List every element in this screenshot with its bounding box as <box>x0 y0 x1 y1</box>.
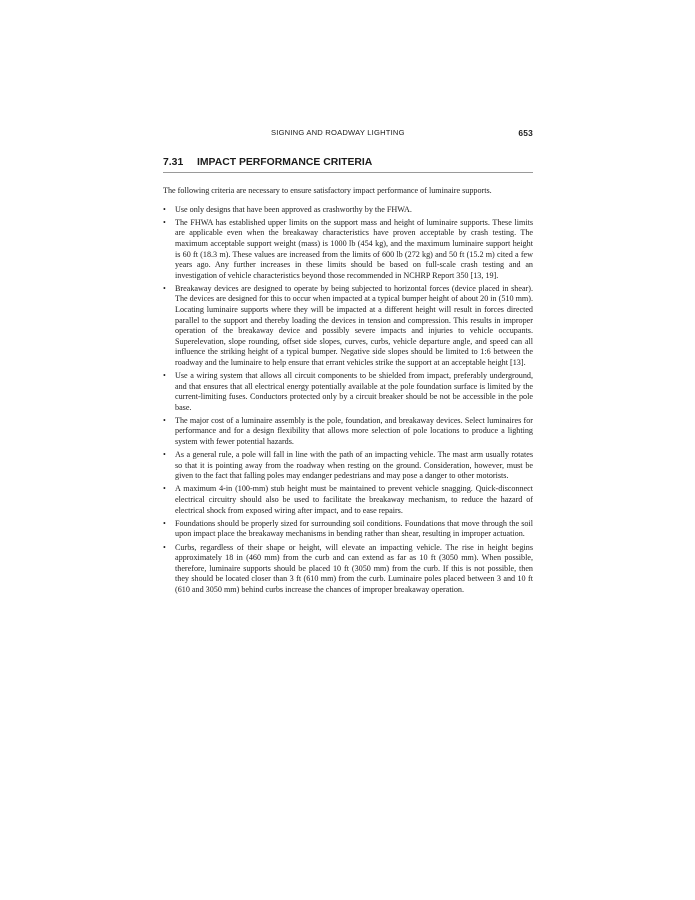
list-item <box>163 543 533 596</box>
bullet-icon: • <box>163 283 166 293</box>
bullet-icon: • <box>163 370 166 380</box>
bullet-icon: • <box>163 518 166 528</box>
page-number: 653 <box>518 128 533 138</box>
list-item-text: Use only designs that have been approved as crashworthy by the FHWA. <box>175 204 412 214</box>
bullet-icon: • <box>163 415 166 425</box>
list-item-text: As a general rule, a pole will fall in line with the path of an impacting vehicle. The mast arm usually rotates so that it is pointing away from the roadway when resting on the ground. Consideration, however, must be given to the fact that falling poles may endanger pedestrians and may pose a danger to other motorists. <box>175 450 533 481</box>
bullet-icon: • <box>163 484 166 494</box>
list-item-text: Breakaway devices are designed to operate by being subjected to horizontal forces (device placed in shear). The devices are designed for this to occur when impacted at a typical bumper height of about 20 in (510 mm). Locating luminaire supports where they will be impacted at a different height will result in forces directed parallel to the support and thereby loading the devices in tension and compression. This results in improper operation of the breakaway device and possibly severe impacts and injuries to vehicle occupants. Superelevation, slope rounding, offset side slopes, curves, curbs, vehicle departure angle, and speed can all influence the striking height of a typical bumper. Negative side slopes should be limited to 1:6 between the roadway and the luminaire to help ensure that errant vehicles strike the support at an acceptable height [13]. <box>175 283 533 367</box>
list-item-text: A maximum 4-in (100-mm) stub height must be maintained to prevent vehicle snagging. Quick-disconnect electrical circuitry should also be used to facilitate the breakaway mechanism, to reduce the hazard of electrical shock from exposed wiring after impact, and to ease repairs. <box>175 484 533 515</box>
section-title: IMPACT PERFORMANCE CRITERIA <box>197 157 373 168</box>
section-number: 7.31 <box>163 157 184 168</box>
list-item <box>163 450 533 482</box>
list-item-text: Use a wiring system that allows all circuit components to be shielded from impact, preferably underground, and that ensures that all electrical energy potentially available at the pole foundation surface is limited by the current-limiting fuses. Conductors protected only by a circuit breaker should be not be accessible in the pole base. <box>175 370 533 412</box>
bullet-icon: • <box>163 450 166 460</box>
intro-paragraph: The following criteria are necessary to ensure satisfactory impact performance of luminaire supports. <box>163 186 492 195</box>
list-item <box>163 416 533 448</box>
list-item <box>163 218 533 281</box>
list-item <box>163 519 533 540</box>
list-item-text: Curbs, regardless of their shape or height, will elevate an impacting vehicle. The rise in height begins approximately 18 in (460 mm) from the curb and can extend as far as 10 ft (3050 mm). When possible, therefore, luminaire supports should be placed 10 ft (3050 mm) from the curb. If this is not possible, then they should be located closer than 3 ft (610 mm) from the curb. Luminaire poles placed between 3 and 10 ft (610 and 3050 mm) behind curbs increase the chances of improper breakaway operation. <box>175 542 533 594</box>
section-heading <box>163 157 533 173</box>
list-item-text: The major cost of a luminaire assembly is the pole, foundation, and breakaway devices. Select luminaires for performance and for a design flexibility that allows more selection of pole locations to produce a lighting system with fewer potential hazards. <box>175 415 533 446</box>
bullet-icon: • <box>163 204 166 214</box>
bullet-icon: • <box>163 542 166 552</box>
list-item-text: Foundations should be properly sized for surrounding soil conditions. Foundations that move through the soil upon impact place the breakaway mechanisms in bending rather than shear, resulting in improper actuation. <box>175 518 533 539</box>
bullet-icon: • <box>163 217 166 227</box>
list-item <box>163 205 533 216</box>
document-page <box>163 128 533 598</box>
list-item-text: The FHWA has established upper limits on the support mass and height of luminaire supports. These limits are applicable even when the breakaway characteristics have proven acceptable by crash testing. The maximum acceptable support weight (mass) is 1000 lb (454 kg), and the maximum luminaire support height is 60 ft (18.3 m). These values are increased from the limits of 600 lb (272 kg) and 50 ft (15.2 m) cited a few years ago. Any further increases in these limits should be based on full-scale crash testing and an investigation of vehicle characteristics beyond those recommended in NCHRP Report 350 [13, 19]. <box>175 217 533 280</box>
list-item <box>163 284 533 368</box>
list-item <box>163 484 533 516</box>
running-header <box>163 128 533 140</box>
criteria-list <box>163 205 533 596</box>
running-title: SIGNING AND ROADWAY LIGHTING <box>271 128 405 137</box>
list-item <box>163 371 533 413</box>
